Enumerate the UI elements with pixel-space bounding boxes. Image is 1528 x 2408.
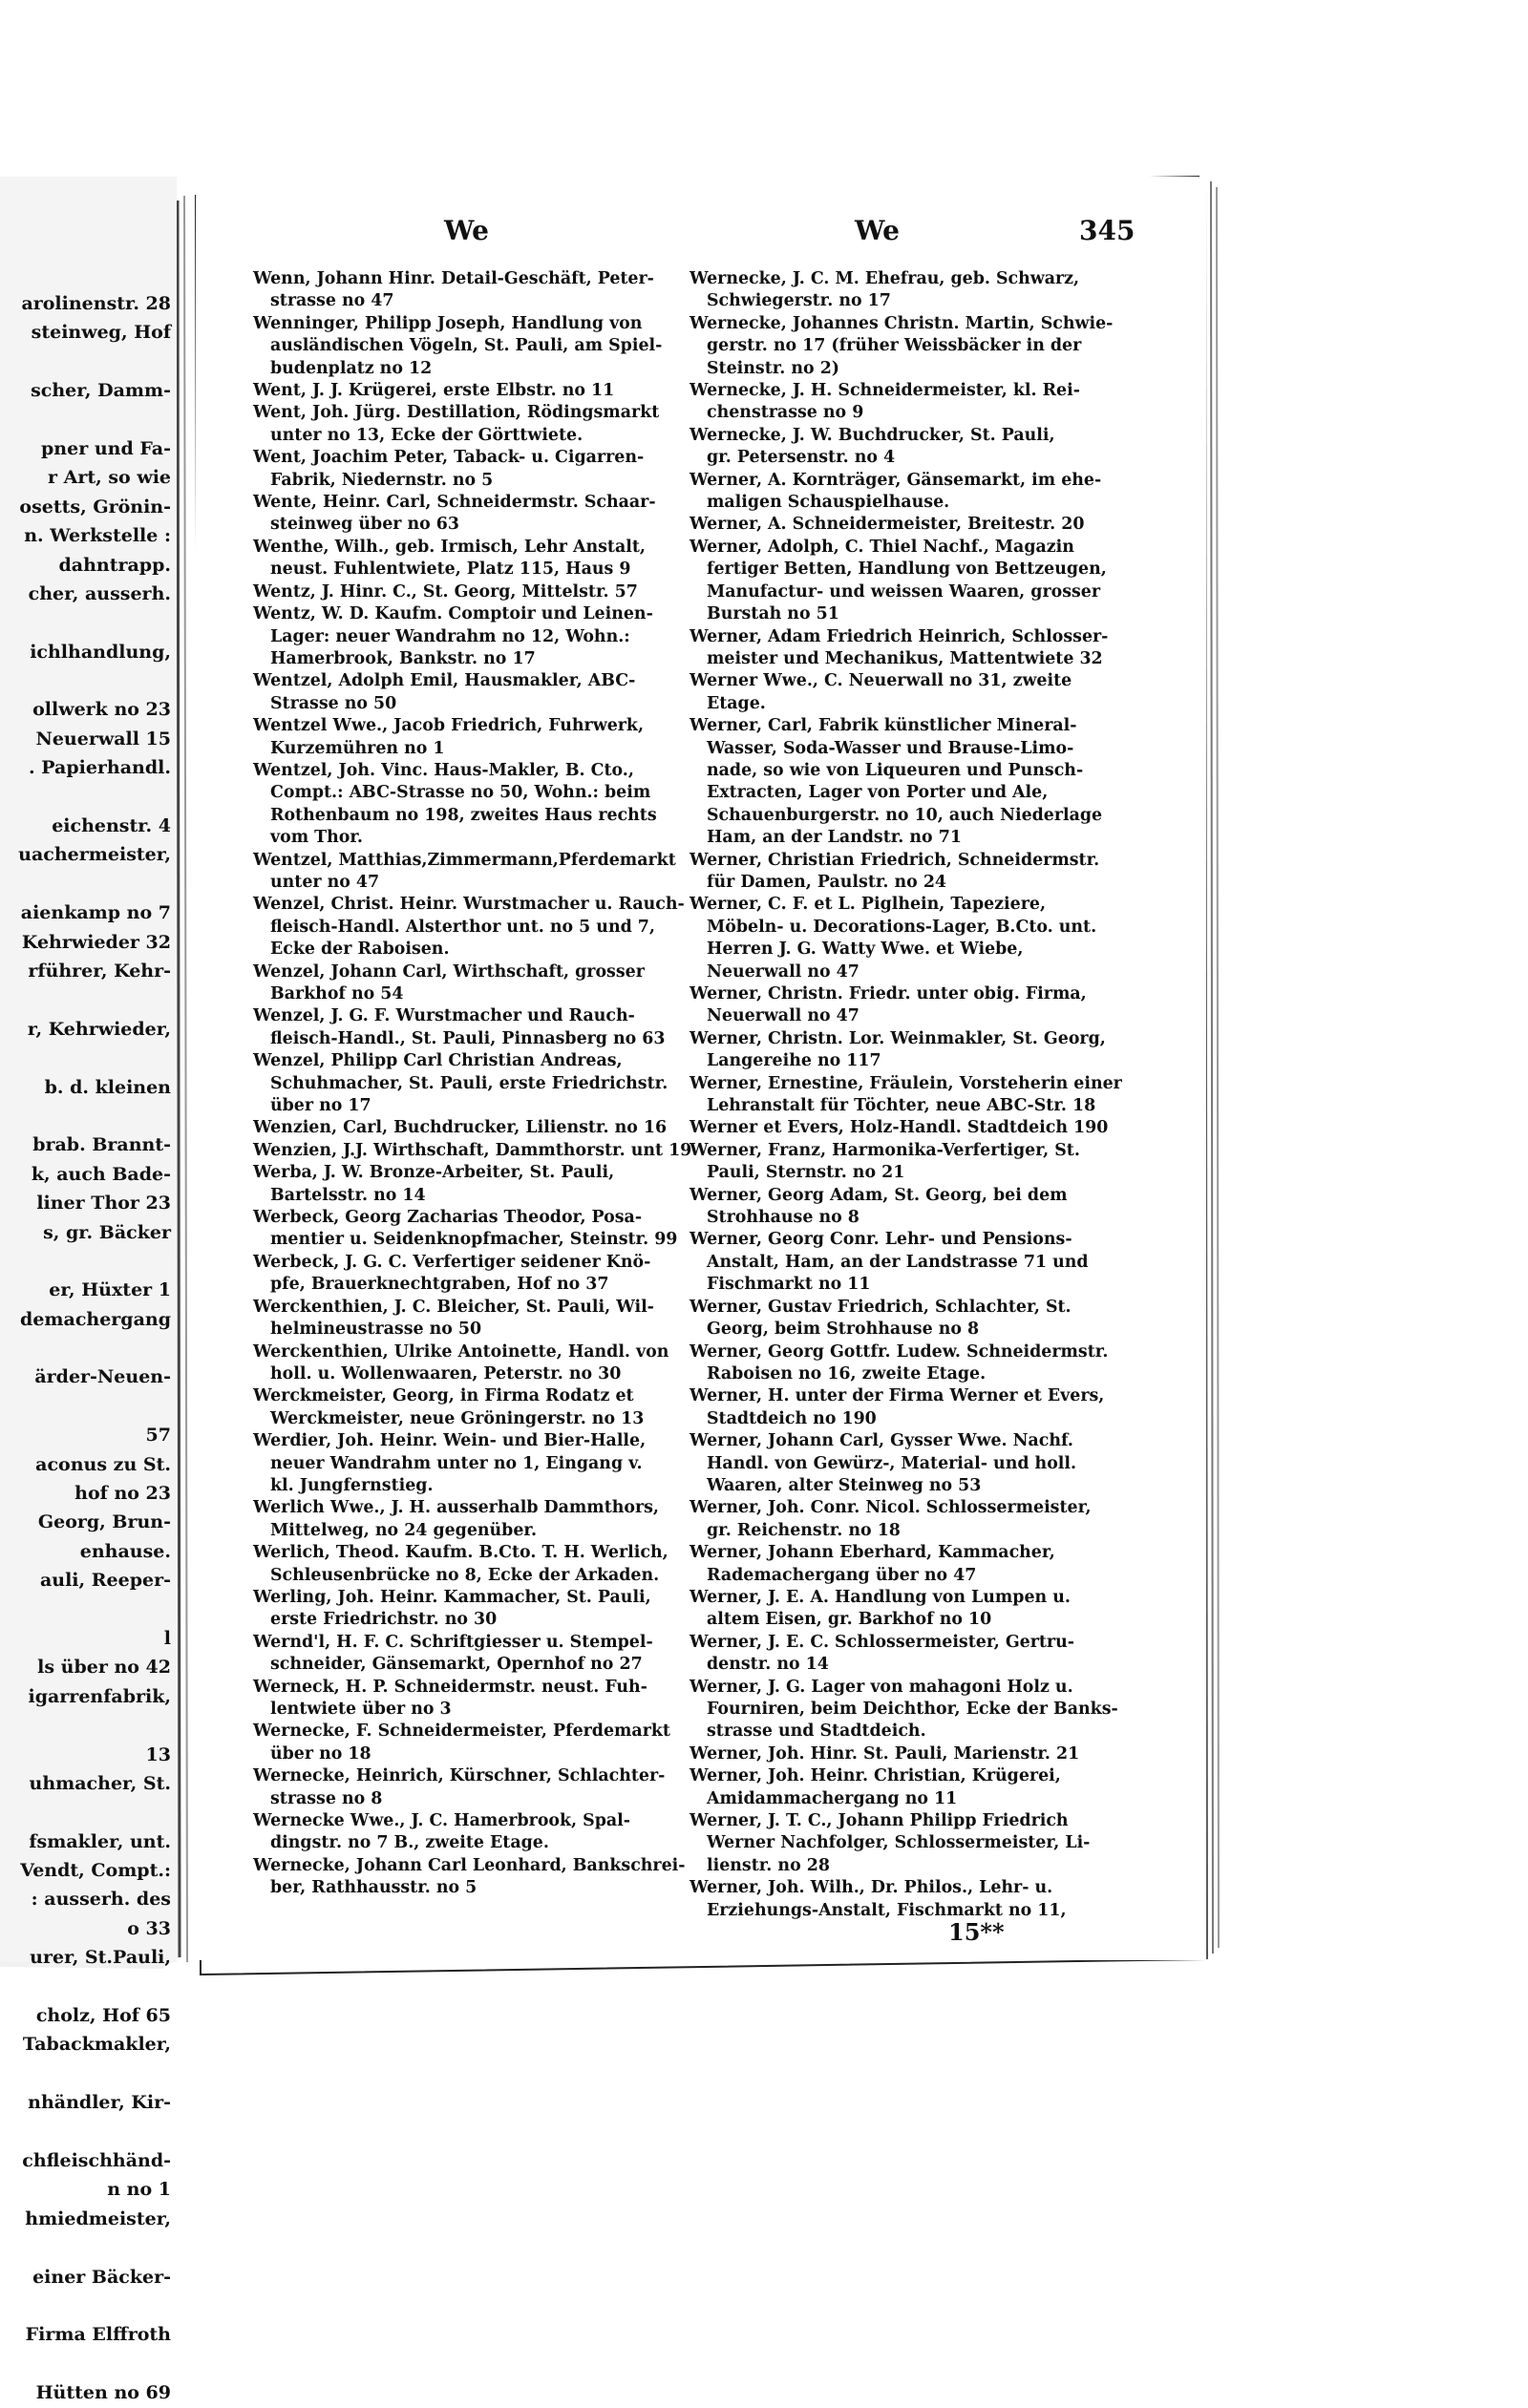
- entry-line: Werner, J. E. A. Handlung von Lumpen u.: [690, 1587, 1071, 1607]
- previous-page-line: ichlhandlung,: [30, 641, 171, 663]
- entry-line: Werner, Joh. Heinr. Christian, Krügerei,: [690, 1766, 1061, 1786]
- entry-continuation-line: Lehranstalt für Töchter, neue ABC-Str. 18: [707, 1096, 1096, 1116]
- previous-page-line: Vendt, Compt.:: [20, 1860, 171, 1882]
- entry-line: Werner, Joh. Hinr. St. Pauli, Marienstr. 21: [690, 1743, 1080, 1764]
- entry-continuation-line: denstr. no 14: [707, 1655, 829, 1675]
- entry-continuation-line: pfe, Brauerknechtgraben, Hof no 37: [270, 1275, 609, 1295]
- entry-continuation-line: Neuerwall no 47: [707, 1006, 860, 1026]
- entry-continuation-line: Compt.: ABC-Strasse no 50, Wohn.: beim: [270, 783, 651, 803]
- entry-continuation-line: Bartelsstr. no 14: [270, 1185, 426, 1205]
- entry-line: Wentzel, Adolph Emil, Hausmakler, ABC-: [253, 671, 636, 691]
- entry-line: Wernecke, J. W. Buchdrucker, St. Pauli,: [690, 425, 1055, 445]
- entry-line: Wenzel, Johann Carl, Wirthschaft, grosser: [253, 961, 645, 982]
- previous-page-text: [0, 289, 171, 2408]
- previous-page-line: urer, St.Pauli,: [30, 1947, 171, 1969]
- entry-line: Werling, Joh. Heinr. Kammacher, St. Pauli,: [253, 1587, 651, 1607]
- entry-continuation-line: maligen Schauspielhause.: [707, 493, 950, 513]
- entry-continuation-line: ber, Rathhausstr. no 5: [270, 1878, 478, 1898]
- entry-line: Wernd'l, H. F. C. Schriftgiesser u. Stempel-: [253, 1632, 653, 1652]
- previous-page-line: s, gr. Bäcker: [43, 1221, 171, 1243]
- directory-entry: [253, 1252, 688, 1297]
- previous-page-line: [0, 2350, 171, 2378]
- entry-line: Werlich, Theod. Kaufm. B.Cto. T. H. Werlich,: [253, 1543, 668, 1563]
- directory-entry: [253, 1632, 688, 1677]
- previous-page-line: Tabackmakler,: [22, 2034, 171, 2056]
- directory-entry: [253, 1207, 688, 1252]
- entry-continuation-line: chenstrasse no 9: [707, 403, 864, 423]
- previous-page-line: 13: [145, 1743, 171, 1765]
- directory-entry: [253, 894, 688, 961]
- left-column-entries: [253, 268, 692, 1900]
- entry-continuation-line: über no 18: [270, 1743, 371, 1764]
- directory-entry: [690, 1765, 1129, 1810]
- directory-entry: [253, 715, 688, 760]
- entry-continuation-line: mentier u. Seidenknopfmacher, Steinstr. 99: [270, 1230, 678, 1250]
- entry-continuation-line: neust. Fuhlentwiete, Platz 115, Haus 9: [270, 560, 631, 580]
- entry-line: Werner, A. Schneidermeister, Breitestr. 20: [690, 515, 1085, 535]
- entry-line: Wenthe, Wilh., geb. Irmisch, Lehr Anstalt,: [253, 537, 646, 557]
- entry-line: Werckenthien, Ulrike Antoinette, Handl. von: [253, 1341, 669, 1362]
- previous-page-line: liner Thor 23: [36, 1193, 171, 1215]
- entry-continuation-line: Burstah no 51: [707, 604, 839, 624]
- previous-page-line: osetts, Grönin-: [19, 496, 171, 518]
- entry-line: Werdier, Joh. Heinr. Wein- und Bier-Halle,: [253, 1431, 647, 1451]
- directory-entry: [253, 1341, 688, 1386]
- directory-entry: [690, 850, 1129, 895]
- directory-entry: [690, 1430, 1129, 1497]
- previous-page-line: fsmakler, unt.: [29, 1830, 171, 1852]
- directory-page: [196, 177, 1206, 1960]
- entry-line: Went, Joachim Peter, Taback- u. Cigarren-: [253, 448, 645, 468]
- entry-continuation-line: Mittelweg, no 24 gegenüber.: [270, 1520, 538, 1540]
- previous-page-edge: [0, 177, 177, 2404]
- entry-line: Wentzel, Matthias,Zimmermann,Pferdemarkt: [253, 850, 676, 870]
- previous-page-line: b. d. kleinen: [44, 1076, 171, 1098]
- directory-entry: [253, 1497, 688, 1542]
- previous-page-line: k, auch Bade-: [31, 1163, 171, 1185]
- entry-line: Wenzien, J.J. Wirthschaft, Dammthorstr. unt 19: [253, 1140, 692, 1160]
- directory-entry: [690, 1140, 1129, 1185]
- entry-line: Wentz, J. Hinr. C., St. Georg, Mittelstr. 57: [253, 581, 638, 602]
- entry-line: Werneck, H. P. Schneidermstr. neust. Fuh-: [253, 1677, 647, 1697]
- directory-entry: [690, 537, 1129, 626]
- previous-page-line: [0, 406, 171, 434]
- directory-entry: [690, 1028, 1129, 1073]
- directory-entry: [253, 268, 688, 313]
- directory-entry: [690, 1185, 1129, 1230]
- directory-entry: [253, 1297, 688, 1341]
- entry-continuation-line: holl. u. Wollenwaaren, Peterstr. no 30: [270, 1363, 622, 1384]
- entry-line: Wentzel Wwe., Jacob Friedrich, Fuhrwerk,: [253, 716, 645, 736]
- previous-page-line: ls über no 42: [37, 1657, 171, 1679]
- directory-entry: [253, 1810, 688, 1855]
- previous-page-line: [0, 1044, 171, 1072]
- entry-line: Werner, J. T. C., Johann Philipp Friedrich: [690, 1811, 1069, 1831]
- entry-line: Werner, Georg Conr. Lehr- und Pensions-: [690, 1230, 1072, 1250]
- entry-continuation-line: gerstr. no 17 (früher Weissbäcker in der: [707, 336, 1082, 356]
- directory-entry: [690, 1073, 1129, 1118]
- entry-line: Wenninger, Philipp Joseph, Handlung von: [253, 313, 643, 333]
- directory-entry: [690, 670, 1129, 715]
- entry-line: Werner, Joh. Wilh., Dr. Philos., Lehr- u.: [690, 1878, 1053, 1898]
- entry-continuation-line: Barkhof no 54: [270, 984, 404, 1003]
- entry-continuation-line: Extracten, Lager von Porter und Ale,: [707, 783, 1049, 803]
- entry-line: Werner, Ernestine, Fräulein, Vorsteherin einer: [690, 1073, 1122, 1093]
- previous-page-line: [0, 1595, 171, 1624]
- previous-page-line: n no 1: [107, 2179, 171, 2201]
- previous-page-line: [0, 2059, 171, 2088]
- directory-entry: [690, 1877, 1129, 1922]
- entry-continuation-line: Erziehungs-Anstalt, Fischmarkt no 11,: [707, 1900, 1067, 1920]
- previous-page-line: eichenstr. 4: [52, 815, 171, 837]
- right-column: [690, 268, 1325, 1920]
- directory-entry: [690, 470, 1129, 515]
- previous-page-line: scher, Damm-: [31, 380, 171, 402]
- previous-page-line: igarrenfabrik,: [28, 1685, 171, 1707]
- entry-line: Werbeck, Georg Zacharias Theodor, Posa-: [253, 1208, 643, 1228]
- entry-continuation-line: Lager: neuer Wandrahm no 12, Wohn.:: [270, 626, 630, 646]
- entry-continuation-line: unter no 13, Ecke der Görttwiete.: [270, 425, 584, 445]
- entry-continuation-line: Fabrik, Niedernstr. no 5: [270, 470, 494, 490]
- entry-line: Werner, H. unter der Firma Werner et Evers,: [690, 1386, 1105, 1406]
- previous-page-line: r Art, so wie: [47, 467, 171, 489]
- previous-page-line: cher, ausserh.: [28, 582, 171, 604]
- directory-entry: [253, 1005, 688, 1050]
- entry-continuation-line: Fischmarkt no 11: [707, 1275, 871, 1295]
- directory-entry: [690, 268, 1129, 313]
- directory-entry: [690, 894, 1129, 983]
- directory-entry: [253, 961, 688, 1006]
- directory-entry: [690, 1117, 1129, 1139]
- entry-line: Wernecke Wwe., J. C. Hamerbrook, Spal-: [253, 1811, 630, 1831]
- entry-line: Werner, Christn. Lor. Weinmakler, St. Georg,: [690, 1028, 1106, 1048]
- previous-page-line: hof no 23: [74, 1483, 171, 1505]
- entry-continuation-line: altem Eisen, gr. Barkhof no 10: [707, 1610, 992, 1630]
- directory-entry: [253, 850, 688, 895]
- directory-entry: [253, 1721, 688, 1765]
- entry-line: Wenzel, Christ. Heinr. Wurstmacher u. Rauch-: [253, 895, 685, 915]
- directory-entry: [253, 1050, 688, 1117]
- entry-continuation-line: Waaren, alter Steinweg no 53: [707, 1475, 982, 1495]
- entry-continuation-line: für Damen, Paulstr. no 24: [707, 872, 947, 892]
- previous-page-line: [0, 2233, 171, 2262]
- entry-continuation-line: Kurzemühren no 1: [270, 738, 445, 758]
- previous-page-line: nhändler, Kir-: [28, 2092, 171, 2114]
- directory-entry: [690, 1542, 1129, 1587]
- entry-continuation-line: Rademachergang über no 47: [707, 1565, 977, 1585]
- previous-page-line: cholz, Hof 65: [35, 2005, 171, 2027]
- directory-entry: [690, 1743, 1129, 1765]
- previous-page-line: . Papierhandl.: [29, 757, 171, 779]
- entry-line: Wente, Heinr. Carl, Schneidermstr. Schaar-: [253, 493, 656, 513]
- previous-page-line: ärder-Neuen-: [34, 1366, 171, 1388]
- entry-line: Wernecke, Johannes Christn. Martin, Schwie-: [690, 313, 1114, 333]
- entry-line: Went, Joh. Jürg. Destillation, Rödingsmarkt: [253, 403, 660, 423]
- previous-page-line: n. Werkstelle :: [24, 525, 171, 547]
- entry-continuation-line: unter no 47: [270, 872, 380, 892]
- previous-page-line: Georg, Brun-: [37, 1511, 171, 1533]
- previous-page-line: [0, 1102, 171, 1130]
- previous-page-line: demachergang: [20, 1308, 171, 1330]
- previous-page-line: Kehrwieder 32: [21, 931, 171, 953]
- entry-continuation-line: Werner Nachfolger, Schlossermeister, Li-: [707, 1833, 1091, 1853]
- entry-line: Wernecke, F. Schneidermeister, Pferdemarkt: [253, 1722, 670, 1742]
- entry-line: Werba, J. W. Bronze-Arbeiter, St. Pauli,: [253, 1163, 615, 1183]
- entry-line: Werner, Gustav Friedrich, Schlachter, St.: [690, 1297, 1072, 1317]
- entry-line: Wentzel, Joh. Vinc. Haus-Makler, B. Cto.,: [253, 760, 634, 780]
- previous-page-line: [0, 1334, 171, 1362]
- entry-line: Werner, Carl, Fabrik künstlicher Mineral-: [690, 716, 1077, 736]
- entry-line: Wenn, Johann Hinr. Detail-Geschäft, Peter-: [253, 269, 654, 288]
- entry-line: Werckenthien, J. C. Bleicher, St. Pauli, Wil-: [253, 1297, 654, 1317]
- entry-continuation-line: Amidammachergang no 11: [707, 1788, 958, 1808]
- previous-page-line: [0, 348, 171, 376]
- right-column-heading: We: [855, 215, 900, 246]
- directory-entry: [253, 581, 688, 603]
- entry-line: Wernecke, Johann Carl Leonhard, Bankschrei-: [253, 1855, 686, 1875]
- entry-continuation-line: Möbeln- u. Decorations-Lager, B.Cto. unt.: [707, 917, 1097, 937]
- directory-entry: [253, 670, 688, 715]
- entry-continuation-line: ausländischen Vögeln, St. Pauli, am Spiel-: [270, 336, 663, 356]
- previous-page-line: [0, 1711, 171, 1740]
- entry-continuation-line: Schuhmacher, St. Pauli, erste Friedrichstr.: [270, 1073, 668, 1093]
- previous-page-line: : ausserh. des: [31, 1889, 171, 1911]
- entry-continuation-line: Ham, an der Landstr. no 71: [707, 828, 962, 848]
- entry-line: Went, J. J. Krügerei, erste Elbstr. no 11: [253, 381, 615, 401]
- entry-continuation-line: Etage.: [707, 693, 766, 713]
- entry-continuation-line: Pauli, Sternstr. no 21: [707, 1163, 905, 1183]
- previous-page-line: auli, Reeper-: [39, 1570, 171, 1592]
- entry-continuation-line: Georg, beim Strohhause no 8: [707, 1320, 980, 1340]
- entry-continuation-line: gr. Petersenstr. no 4: [707, 448, 896, 468]
- directory-entry: [253, 1677, 688, 1722]
- directory-entry: [690, 380, 1129, 425]
- entry-continuation-line: steinweg über no 63: [270, 515, 459, 535]
- entry-line: Werner, Johann Carl, Gysser Wwe. Nachf.: [690, 1431, 1073, 1451]
- entry-line: Werner Wwe., C. Neuerwall no 31, zweite: [690, 671, 1072, 691]
- directory-entry: [690, 514, 1129, 536]
- directory-entry: [690, 1587, 1129, 1632]
- previous-page-line: [0, 870, 171, 898]
- entry-continuation-line: Manufactur- und weissen Waaren, grosser: [707, 581, 1101, 602]
- previous-page-line: Hütten no 69: [35, 2382, 171, 2404]
- left-column-heading: We: [444, 215, 489, 246]
- entry-continuation-line: Schauenburgerstr. no 10, auch Niederlage: [707, 805, 1103, 825]
- previous-page-line: steinweg, Hof: [31, 322, 171, 344]
- entry-continuation-line: lentwiete über no 3: [270, 1700, 452, 1719]
- previous-page-line: dahntrapp.: [58, 554, 171, 576]
- entry-continuation-line: Herren J. G. Watty Wwe. et Wiebe,: [707, 940, 1024, 960]
- entry-line: Werner, Georg Adam, St. Georg, bei dem: [690, 1185, 1068, 1205]
- entry-continuation-line: meister und Mechanikus, Mattentwiete 32: [707, 648, 1103, 668]
- directory-entry: [690, 715, 1129, 849]
- directory-entry: [253, 1140, 692, 1162]
- entry-continuation-line: Langereihe no 117: [707, 1051, 881, 1071]
- directory-entry: [253, 1542, 688, 1587]
- entry-line: Werner, J. G. Lager von mahagoni Holz u.: [690, 1677, 1073, 1697]
- entry-continuation-line: kl. Jungfernstieg.: [270, 1475, 434, 1495]
- entry-line: Wentz, W. D. Kaufm. Comptoir und Leinen-: [253, 604, 653, 624]
- directory-entry: [253, 537, 688, 581]
- entry-continuation-line: Hamerbrook, Bankstr. no 17: [270, 648, 536, 668]
- directory-entry: [253, 1117, 688, 1139]
- entry-continuation-line: Neuerwall no 47: [707, 961, 860, 982]
- directory-entry: [253, 1765, 688, 1810]
- entry-line: Wernecke, J. C. M. Ehefrau, geb. Schwarz,: [690, 269, 1080, 288]
- entry-line: Werner, Christian Friedrich, Schneidermstr.: [690, 850, 1100, 870]
- directory-entry: [690, 1297, 1129, 1341]
- entry-line: Werner, C. F. et L. Piglhein, Tapeziere,: [690, 895, 1047, 915]
- entry-line: Wenzel, Philipp Carl Christian Andreas,: [253, 1051, 623, 1071]
- previous-page-line: hmiedmeister,: [25, 2207, 171, 2229]
- entry-continuation-line: vom Thor.: [270, 828, 363, 848]
- entry-continuation-line: Handl. von Gewürz-, Material- und holl.: [707, 1453, 1077, 1473]
- entry-continuation-line: Wasser, Soda-Wasser und Brause-Limo-: [707, 738, 1074, 758]
- entry-line: Werner, Georg Gottfr. Ludew. Schneidermstr.: [690, 1341, 1109, 1362]
- previous-page-line: r, Kehrwieder,: [27, 1018, 171, 1040]
- entry-continuation-line: erste Friedrichstr. no 30: [270, 1610, 498, 1630]
- entry-continuation-line: schneider, Gänsemarkt, Opernhof no 27: [270, 1655, 643, 1675]
- previous-page-line: [0, 2118, 171, 2146]
- directory-entry: [690, 1632, 1129, 1677]
- entry-line: Werner, Christn. Friedr. unter obig. Firma,: [690, 984, 1087, 1003]
- previous-page-line: Neuerwall 15: [35, 728, 171, 750]
- previous-page-line: uhmacher, St.: [29, 1772, 171, 1794]
- directory-entry: [253, 313, 688, 380]
- directory-entry: [253, 760, 688, 850]
- page-number: 345: [1079, 215, 1135, 246]
- previous-page-line: [0, 985, 171, 1014]
- previous-page-line: brab. Brannt-: [32, 1134, 171, 1156]
- entry-line: Werner, Adam Friedrich Heinrich, Schlosser-: [690, 626, 1109, 646]
- entry-continuation-line: Strasse no 50: [270, 693, 397, 713]
- entry-line: Werner, Joh. Conr. Nicol. Schlossermeister,: [690, 1498, 1092, 1518]
- directory-entry: [690, 1677, 1129, 1743]
- previous-page-line: o 33: [127, 1917, 171, 1939]
- entry-continuation-line: über no 17: [270, 1096, 371, 1116]
- directory-entry: [253, 603, 688, 670]
- entry-line: Wernecke, J. H. Schneidermeister, kl. Rei-: [690, 381, 1080, 401]
- directory-entry: [253, 1855, 688, 1900]
- previous-page-line: [0, 1247, 171, 1276]
- previous-page-line: 57: [145, 1425, 171, 1447]
- previous-page-line: [0, 1798, 171, 1827]
- entry-line: Werner, A. Kornträger, Gänsemarkt, im ehe-: [690, 470, 1102, 490]
- directory-entry: [253, 1162, 688, 1207]
- previous-page-line: er, Hüxter 1: [49, 1279, 171, 1301]
- previous-page-line: [0, 783, 171, 812]
- directory-entry: [253, 447, 688, 492]
- directory-entry: [690, 425, 1129, 470]
- entry-continuation-line: Steinstr. no 2): [707, 358, 840, 378]
- entry-continuation-line: fleisch-Handl., St. Pauli, Pinnasberg no 63: [270, 1028, 666, 1048]
- previous-page-line: arolinenstr. 28: [21, 293, 171, 314]
- entry-continuation-line: Schleusenbrücke no 8, Ecke der Arkaden.: [270, 1565, 660, 1585]
- entry-continuation-line: lienstr. no 28: [707, 1855, 830, 1875]
- entry-continuation-line: gr. Reichenstr. no 18: [707, 1520, 901, 1540]
- previous-page-line: aconus zu St.: [35, 1453, 171, 1475]
- entry-continuation-line: Ecke der Raboisen.: [270, 940, 450, 960]
- entry-continuation-line: strasse und Stadtdeich.: [707, 1722, 926, 1742]
- directory-entry: [690, 1497, 1129, 1542]
- directory-entry: [690, 1810, 1129, 1877]
- previous-page-line: einer Bäcker-: [32, 2266, 171, 2288]
- previous-page-line: rführer, Kehr-: [28, 960, 171, 982]
- directory-entry: [253, 1385, 688, 1430]
- entry-continuation-line: fertiger Betten, Handlung von Bettzeugen,: [707, 560, 1107, 580]
- entry-line: Werner, Franz, Harmonika-Verfertiger, St.: [690, 1140, 1080, 1160]
- entry-continuation-line: Raboisen no 16, zweite Etage.: [707, 1363, 987, 1384]
- entry-continuation-line: Anstalt, Ham, an der Landstrasse 71 und: [707, 1252, 1089, 1272]
- entry-line: Werner et Evers, Holz-Handl. Stadtdeich 190: [690, 1118, 1109, 1138]
- previous-page-line: chfleischhänd-: [22, 2150, 171, 2171]
- entry-line: Werner, Johann Eberhard, Kammacher,: [690, 1543, 1055, 1563]
- entry-line: Wenzel, J. G. F. Wurstmacher und Rauch-: [253, 1006, 635, 1026]
- entry-line: Werner, J. E. C. Schlossermeister, Gertru-: [690, 1632, 1074, 1652]
- entry-continuation-line: Rothenbaum no 198, zweites Haus rechts: [270, 805, 657, 825]
- previous-page-line: [0, 2292, 171, 2320]
- previous-page-line: [0, 608, 171, 637]
- directory-entry: [690, 1385, 1129, 1430]
- entry-line: Werlich Wwe., J. H. ausserhalb Dammthors,: [253, 1498, 659, 1518]
- entry-continuation-line: Stadtdeich no 190: [707, 1408, 877, 1428]
- previous-page-line: [0, 1392, 171, 1421]
- entry-continuation-line: budenplatz no 12: [270, 358, 433, 378]
- entry-line: Werckmeister, Georg, in Firma Rodatz et: [253, 1386, 634, 1406]
- directory-entry: [253, 492, 688, 537]
- previous-page-line: uachermeister,: [18, 844, 171, 866]
- previous-page-line: [0, 1973, 171, 2001]
- page-header: [196, 215, 1206, 253]
- directory-entry: [690, 983, 1129, 1028]
- entry-continuation-line: dingstr. no 7 B., zweite Etage.: [270, 1833, 549, 1853]
- entry-continuation-line: Strohhause no 8: [707, 1208, 860, 1228]
- previous-page-line: Firma Elffroth: [25, 2324, 171, 2346]
- entry-line: Wernecke, Heinrich, Kürschner, Schlachter-: [253, 1766, 666, 1786]
- directory-entry: [690, 1229, 1129, 1296]
- signature-mark: 15**: [948, 1918, 1005, 1946]
- entry-continuation-line: fleisch-Handl. Alsterthor unt. no 5 und 7,: [270, 917, 655, 937]
- entry-continuation-line: Schwiegerstr. no 17: [707, 291, 891, 311]
- previous-page-line: l: [163, 1627, 171, 1649]
- directory-entry: [690, 1341, 1129, 1386]
- entry-continuation-line: neuer Wandrahm unter no 1, Eingang v.: [270, 1453, 643, 1473]
- directory-entry: [690, 313, 1129, 380]
- previous-page-line: ollwerk no 23: [32, 699, 171, 721]
- entry-continuation-line: nade, so wie von Liqueuren und Punsch-: [707, 760, 1084, 780]
- entry-line: Werbeck, J. G. C. Verfertiger seidener Knö-: [253, 1252, 651, 1272]
- entry-continuation-line: Fourniren, beim Deichthor, Ecke der Banks-: [707, 1700, 1118, 1719]
- entry-continuation-line: strasse no 8: [270, 1788, 383, 1808]
- directory-entry: [253, 402, 688, 447]
- entry-continuation-line: strasse no 47: [270, 291, 394, 311]
- previous-page-line: [0, 666, 171, 695]
- previous-page-line: pner und Fa-: [41, 437, 171, 459]
- directory-entry: [253, 1587, 688, 1632]
- directory-entry: [690, 626, 1129, 671]
- entry-line: Wenzien, Carl, Buchdrucker, Lilienstr. no 16: [253, 1118, 668, 1138]
- directory-entry: [253, 1430, 688, 1497]
- entry-line: Werner, Adolph, C. Thiel Nachf., Magazin: [690, 537, 1074, 557]
- right-column-entries: [690, 268, 1129, 1922]
- entry-continuation-line: helmineustrasse no 50: [270, 1320, 482, 1340]
- entry-continuation-line: Werckmeister, neue Gröningerstr. no 13: [270, 1408, 645, 1428]
- previous-page-line: enhause.: [79, 1540, 171, 1562]
- directory-entry: [253, 380, 688, 402]
- previous-page-line: aienkamp no 7: [20, 902, 171, 924]
